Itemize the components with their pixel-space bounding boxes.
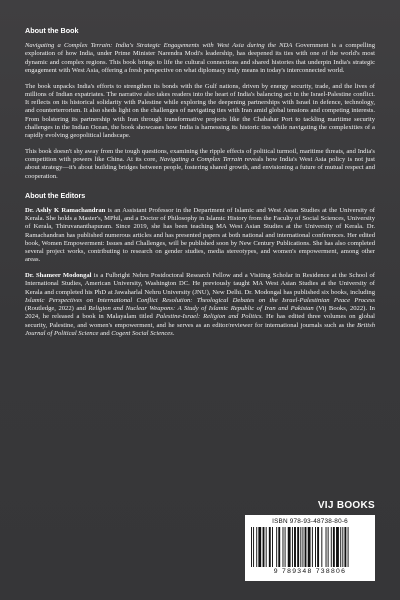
about-book-paragraph-1 [25,42,375,75]
isbn-digits: 9 789348 738806 [273,568,347,575]
editor-2-journal-1: British Journal of Political Science [25,321,375,337]
about-book-heading: About the Book [25,26,79,35]
about-book-paragraph-2: The book unpacks India's efforts to strengthen its bonds with the Gulf nations, driven by energy security, trade, and the lives of millions of Indian expatriates. The narrative also takes readers into the heart of India's balancing act in the Israel-Palestine conflict. It reflects on its historical solidarity with Palestine while exploring the deepening partnerships with Israel in defence, technology, and counterterrorism. It also sheds light on the challenges of navigating ties with Iran amid global tensions and competing interests. From bolstering its partnership with Iran through transformative projects like the Chabahar Port to tackling maritime security challenges in the Indian Ocean, the book showcases how India is harnessing its historic ties while navigating the complexities of a rapidly evolving geopolitical landscape. [25,82,375,139]
about-book-paragraph-1-text: Government is a compelling exploration of how India, under Prime Minister Narendra Modi's leadership, has deepened its ties with one of the world's most dynamic and complex regions. This book brings to life the cultural connections and shared histories that underpin India's strategic engagement with West Asia, offering a fresh perspective on what diplomacy truly means in today's interconnected world. [25,42,375,74]
barcode-icon [251,527,369,567]
editor-2-book-1: Islamic Perspectives on International Conflict Resolution: Theological Debates on the Israel-Palestinian Peace Process [25,296,375,304]
editor-2-bio-text-2: (Routledge, 2022) and [25,305,86,312]
editor-1-name: Dr. Ashly K Ramachandran [25,206,106,214]
editor-2-bio [25,272,375,338]
editor-2-journal-2: Cogent Social Sciences [111,329,173,337]
editor-2-bio-text-1: is a Fulbright Nehru Postdoctoral Research Fellow and a Visiting Scholar in Residence at the School of International Studies, American University, Washington DC. He previously taught MA West Asian Studies at the University of Kerala and completed his PhD at Jawaharlal Nehru University (JNU), New Delhi. Dr. Modongal has published six books, including [25,272,376,296]
editor-2-bio-text-4: He has edited three volumes on global security, Palestine, and women's empowerment, and he serves as an editor/reviewer for international journals such as the [25,313,375,329]
isbn-label: ISBN 978-93-48738-80-6 [272,518,348,525]
editor-1-bio-text: is an Assistant Professor in the Department of Islamic and West Asian Studies at the University of Kerala. She holds a Master's, MPhil, and a Doctor of Philosophy in Islamic History from the Faculty of Social Sciences, University of Kerala, Thiruvananthapuram. Since 2019, she has been teaching MA West Asian Studies at the University of Kerala. Dr. Ramachandran has published numerous articles and has presented papers at both national and international conferences. Her edited book, Women Empowerment: Issues and Challenges, will be published soon by New Century Publications. She has also completed several project works, contributing to research on gender studies, media stereotypes, and women's empowerment, among other areas. [25,206,375,264]
editor-2-name: Dr. Shameer Modongal [25,272,92,279]
about-editors-heading: About the Editors [25,190,86,200]
publisher-logo-text: VIJ BOOKS [317,500,375,511]
editor-2-bio-text-3: (Vij Books, 2022). In 2024, he released a book in Malayalam titled [25,305,375,321]
editor-1-bio [25,207,375,265]
book-title-italic: Navigating a Complex Terrain: India's Strategic Engagements with West Asia during the NDA [25,42,293,49]
editor-2-book-3: Palestine-Israel: Religion and Politics. [155,313,264,321]
editor-2-book-2: Religion and Nuclear Weapons: A Study of Islamic Republic of Iran and Pakistan [88,305,314,312]
editor-2-bio-text-5: and [100,329,110,337]
paragraph-3-before: This book doesn't shy away from the tough questions, examining the ripple effects of political turmoil, maritime threats, and India's competition with powers like China. At its core, [25,147,375,163]
editor-2-bio-end: . [172,329,175,337]
book-title-italic-2: Navigating a Complex Terrain [159,156,243,163]
isbn-barcode [245,515,375,581]
about-book-paragraph-3 [25,148,375,181]
paragraph-3-after: reveals how India's West Asia policy is not just about strategy—it's about building bridges between people, fostering shared growth, and envisioning a future of mutual respect and cooperation. [25,156,375,180]
